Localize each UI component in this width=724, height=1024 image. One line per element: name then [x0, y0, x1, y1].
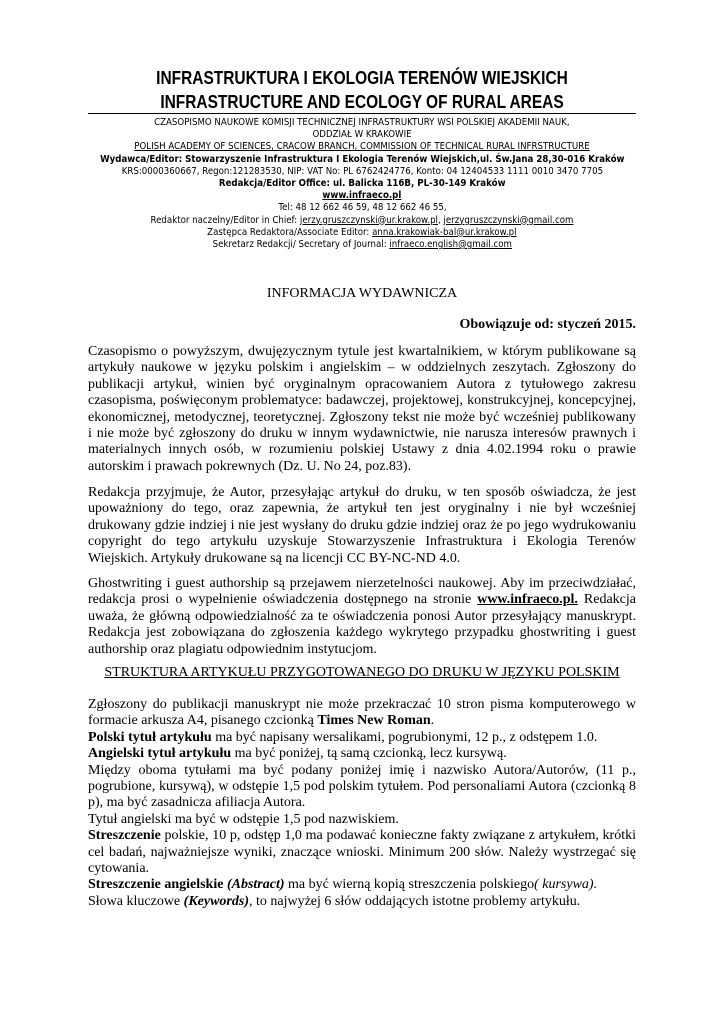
associate-editor-line — [207, 227, 516, 239]
english-title-text: ma być poniżej, tą samą czcionką, lecz kursywą. — [231, 746, 507, 762]
secretary-email[interactable]: infraeco.english@gmail.com — [389, 239, 512, 251]
editor-in-chief-label: Redaktor naczelny/Editor in Chief: — [150, 214, 300, 226]
website-link[interactable]: www.infraeco.pl — [322, 190, 402, 202]
associate-editor-email[interactable]: anna.krakowiak-bal@ur.krakow.pl — [372, 226, 517, 238]
abstract-term: (Abstract) — [226, 877, 285, 893]
abstract-label: Streszczenie — [88, 828, 161, 844]
authors-rule: Między oboma tytułami ma być podany poniżej imię i nazwisko Autora/Autorów, (11 p., pogrubione, kursywą), w odstępie 1,5 pod polskim tytułem. Pod personaliami Autora (czcionką 8 p), ma być zasadnicza afiliacja Autora. — [88, 762, 636, 811]
section-title-structure: STRUKTURA ARTYKUŁU PRZYGOTOWANEGO DO DRUKU W JĘZYKU POLSKIM — [104, 665, 620, 680]
ghostwriting-text-2: Redakcja uważa, że główną odpowiedzialność za te oświadczenia ponosi Autor przesyłający manuskrypt. Redakcja jest zobowiązana do zgłoszenia każdego wykrytego przypadku ghostwriting i guest authorship oraz plagiatu odpowiednim instytucjom. — [88, 592, 636, 657]
secretary-line — [212, 239, 511, 251]
page-heading: INFORMACJA WYDAWNICZA — [266, 286, 458, 301]
paragraph-ghostwriting — [88, 576, 636, 658]
abstract-rule — [88, 828, 636, 877]
journal-title-polish: INFRASTRUKTURA I EKOLOGIA TERENÓW WIEJSKICH — [156, 68, 568, 88]
valid-from-date: Obowiązuje od: styczeń 2015. — [459, 317, 636, 332]
keywords-rule — [88, 894, 636, 910]
keywords-term: (Keywords) — [183, 893, 249, 909]
associate-editor-label: Zastępca Redaktora/Associate Editor: — [207, 226, 373, 238]
english-abstract-text: ma być wierną kopią streszczenia polskiego — [284, 877, 535, 893]
journal-title-english: INFRASTRUCTURE AND ECOLOGY OF RURAL AREAS — [160, 92, 564, 112]
header-divider — [88, 113, 636, 114]
abstract-text: polskie, 10 p, odstęp 1,0 ma podawać konieczne fakty związane z artykułem, krótki cel badań, najważniejsze wyniki, znaczące wnioski. Minimum 200 słów. Należy wystrzegać się cytowania. — [88, 828, 636, 877]
journal-description-english: POLISH ACADEMY OF SCIENCES, CRACOW BRANCH, COMMISSION OF TECHNICAL RURAL INFRSTRUCTURE — [134, 141, 590, 153]
email-separator: , — [437, 214, 444, 226]
editor-office: Redakcja/Editor Office: ul. Balicka 116B, PL-30-149 Kraków — [218, 178, 506, 190]
structure-requirements — [88, 697, 636, 910]
keywords-text: , to najwyżej 6 słów oddających istotne problemy artykułu. — [248, 893, 581, 909]
publisher-info — [60, 117, 664, 251]
english-title-rule — [88, 746, 636, 762]
manuscript-length-end: . — [430, 713, 435, 729]
publisher-address: Wydawca/Editor: Stowarzyszenie Infrastruktura I Ekologia Terenów Wiejskich,ul. Św.Jana 28,30-016 Kraków — [99, 153, 625, 165]
polish-title-text: ma być napisany wersalikami, pogrubionymi, 12 p., z odstępem 1.0. — [211, 729, 598, 745]
journal-description-polish: CZASOPISMO NAUKOWE KOMISJI TECHNICZNEJ INFRASTRUKTURY WSI POLSKIEJ AKADEMII NAUK, — [154, 117, 570, 128]
keywords-label: Słowa kluczowe — [88, 893, 184, 909]
ghostwriting-text-1: Ghostwriting i guest authorship są przejawem nierzetelności naukowej. Aby im przeciwdziałać, redakcja prosi o wypełnienie oświadczenia dostępnego na stronie — [88, 576, 636, 608]
phone-numbers: Tel: 48 12 662 46 59, 48 12 662 46 55, — [277, 202, 447, 214]
editor-in-chief-line — [151, 215, 574, 227]
english-abstract-label: Streszczenie angielskie — [88, 877, 227, 893]
paragraph-copyright: Redakcja przyjmuje, że Autor, przesyłając artykuł do druku, w ten sposób oświadcza, że jest upoważniony do tego, oraz zapewnia, że artykuł ten jest oryginalny i nie był wcześniej drukowany gdzie indziej i nie jest wysłany do druku gdzie indziej oraz że po jego wydrukowaniu copyright do tego artykułu uzyskuje Stowarzyszenie Infrastruktura i Ekologia Terenów Wiejskich. Artykuły drukowane są na licencji CC BY-NC-ND 4.0. — [88, 485, 636, 566]
font-name: Times New Roman — [317, 713, 431, 729]
english-abstract-rule — [88, 877, 636, 893]
english-title-spacing-rule: Tytuł angielski ma być w odstępie 1,5 pod nazwiskiem. — [88, 811, 399, 827]
registration-numbers: KRS:0000360667, Regon:121283530, NIP: VAT No: PL 6762424776, Konto: 04 12404533 1111 0010 3470 7705 — [121, 165, 603, 177]
secretary-label: Sekretarz Redakcji/ Secretary of Journal: — [212, 239, 390, 251]
paragraph-journal-scope: Czasopismo o powyższym, dwujęzycznym tytule jest kwartalnikiem, w którym publikowane są artykuły naukowe w języku polskim i angielskim – w oddzielnych zeszytach. Zgłoszony do publikacji artykuł, winien być oryginalnym opracowaniem Autora z tytułowego zakresu czasopisma, poświęconym problematyce: badawczej, projektowej, konstrukcyjnej, koncepcyjnej, ekonomicznej, metodycznej, teoretycznej. Zgłoszony tekst nie może być wcześniej publikowany i nie może być zgłoszony do druku w innym wydawnictwie, nie narusza interesów prawnych i materialnych innych osób, w rozumieniu polskiej Ustawy z dnia 4.02.1994 roku o prawie autorskim i prawach pokrewnych (Dz. U. No 24, poz.83). — [88, 344, 636, 474]
ghostwriting-website-link[interactable]: www.infraeco.pl. — [477, 592, 578, 608]
manuscript-length-text: Zgłoszony do publikacji manuskrypt nie może przekraczać 10 stron pisma komputerowego w formacie arkusza A4, pisanego czcionką — [88, 697, 636, 729]
polish-title-rule — [88, 730, 636, 746]
manuscript-length-rule — [88, 697, 636, 730]
polish-title-label: Polski tytuł artykułu — [88, 729, 212, 745]
journal-branch: ODDZIAŁ W KRAKOWIE — [312, 129, 412, 141]
editor-in-chief-email-2[interactable]: jerzygruszczynski@gmail.com — [443, 214, 574, 226]
english-title-label: Angielski tytuł artykułu — [88, 746, 232, 762]
editor-in-chief-email-1[interactable]: jerzy.gruszczynski@ur.krakow.pl — [299, 214, 438, 226]
italic-note: ( kursywa). — [534, 877, 598, 893]
